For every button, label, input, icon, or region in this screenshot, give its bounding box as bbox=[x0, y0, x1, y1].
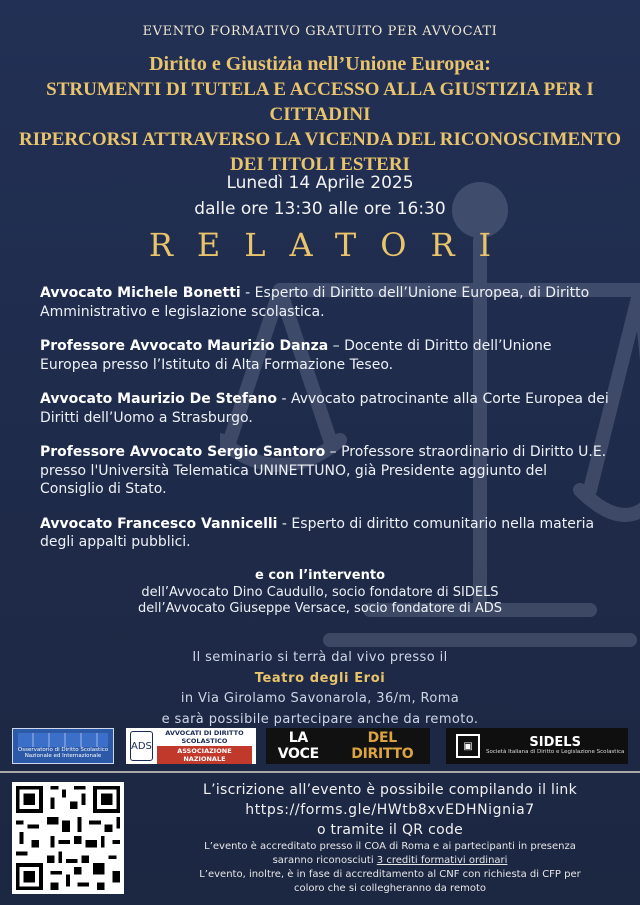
title-line-1: Diritto e Giustizia nell’Unione Europea: bbox=[149, 53, 491, 75]
speaker-item bbox=[40, 337, 612, 374]
sidels-logo bbox=[446, 728, 628, 764]
speaker-item bbox=[40, 390, 612, 427]
la-voce-del-diritto-logo bbox=[266, 728, 430, 764]
title-line-3: RIPERCORSI ATTRAVERSO LA VICENDA DEL RICONOSCIMENTO bbox=[19, 129, 621, 150]
ads-logo-title: AVVOCATI DI DIRITTO SCOLASTICO bbox=[165, 728, 244, 745]
speaker-role: - Esperto di Diritto dell’Unione Europea, di Diritto Amministrativo e legislazione scolastica. bbox=[40, 285, 590, 320]
speakers-heading: RELATORI bbox=[148, 226, 516, 264]
event-time: dalle ore 13:30 alle ore 16:30 bbox=[194, 199, 446, 219]
credits-prefix: saranno riconosciuti bbox=[272, 855, 377, 866]
osservatorio-logo bbox=[12, 728, 114, 764]
speaker-name: Professore Avvocato Maurizio Danza bbox=[40, 338, 329, 354]
partner-logos bbox=[12, 728, 628, 764]
event-date-time bbox=[0, 170, 640, 222]
venue-remote-note: e sarà possibile partecipare anche da remoto. bbox=[161, 711, 479, 727]
title-line-2: STRUMENTI DI TUTELA E ACCESSO ALLA GIUSTIZIA PER I CITTADINI bbox=[46, 79, 594, 125]
sidels-name: SIDELS bbox=[529, 735, 581, 750]
venue-name: Teatro degli Eroi bbox=[254, 670, 386, 686]
osservatorio-logo-text: Osservatorio di Diritto Scolastico Nazionale ed Internazionale bbox=[17, 747, 109, 759]
voce-logo-main: LA VOCE bbox=[277, 730, 319, 762]
intervention-heading: e con l’intervento bbox=[255, 568, 385, 583]
sidels-mark-icon: ▣ bbox=[456, 734, 480, 758]
venue-info bbox=[0, 648, 640, 730]
speaker-name: Professore Avvocato Sergio Santoro bbox=[40, 444, 326, 460]
speakers-list bbox=[40, 284, 612, 568]
intervention-line: dell’Avvocato Giuseppe Versace, socio fondatore di ADS bbox=[137, 601, 503, 616]
sidels-desc: Società Italiana di Diritto e Legislazione Scolastica bbox=[486, 749, 625, 755]
credits-line bbox=[150, 854, 630, 868]
qr-line: o tramite il QR code bbox=[316, 822, 464, 838]
cnf-accreditation-line: L’evento, inoltre, è in fase di accreditamento al CNF con richiesta di CFP per bbox=[199, 869, 581, 880]
speaker-item bbox=[40, 443, 612, 499]
speaker-role: – Docente di Diritto dell’Unione Europea presso l’Istituto di Alta Formazione Teseo. bbox=[40, 338, 552, 373]
cnf-remote-line: coloro che si collegheranno da remoto bbox=[293, 883, 486, 894]
speaker-name: Avvocato Francesco Vannicelli bbox=[40, 515, 278, 532]
speaker-item bbox=[40, 515, 612, 552]
guest-intervention bbox=[0, 568, 640, 618]
speaker-role: - Esperto di diritto comunitario nella materia degli appalti pubblici. bbox=[40, 515, 595, 550]
sidels-logo-text bbox=[486, 736, 624, 756]
event-date: Lunedì 14 Aprile 2025 bbox=[226, 173, 414, 193]
ads-emblem-icon: ADS bbox=[130, 731, 153, 761]
intervention-line: dell’Avvocato Dino Caudullo, socio fondatore di SIDELS bbox=[141, 584, 499, 600]
event-title bbox=[10, 52, 630, 177]
credits-count: 3 crediti formativi ordinari bbox=[376, 855, 508, 866]
speaker-item bbox=[40, 284, 612, 321]
ads-logo bbox=[126, 728, 256, 764]
section-divider bbox=[0, 771, 640, 773]
qr-code-icon bbox=[12, 782, 124, 894]
voce-logo-accent: DEL DIRITTO bbox=[351, 730, 414, 762]
speaker-name: Avvocato Michele Bonetti bbox=[40, 285, 241, 301]
coa-accreditation-line: L’evento è accreditato presso il COA di Roma e ai partecipanti in presenza bbox=[204, 841, 576, 852]
ads-logo-text bbox=[157, 729, 252, 764]
event-kicker: EVENTO FORMATIVO GRATUITO PER AVVOCATI bbox=[142, 24, 498, 39]
speaker-role: - Avvocato patrocinante alla Corte Europea dei Diritti dell’Uomo a Strasburgo. bbox=[40, 391, 609, 426]
qr-code[interactable] bbox=[12, 782, 124, 894]
registration-link[interactable]: https://forms.gle/HWtb8xvEDHNignia7 bbox=[245, 802, 535, 818]
speaker-role: – Professore straordinario di Diritto U.E. presso l'Università Telematica UNINETTUNO, già Presidente aggiunto del Consiglio di Stato. bbox=[40, 444, 607, 497]
flags-banner-icon bbox=[18, 733, 108, 747]
ads-logo-subtitle: ASSOCIAZIONE NAZIONALE bbox=[157, 746, 252, 764]
registration-line: L’iscrizione all’evento è possibile compilando il link bbox=[202, 782, 578, 798]
title-line-4: DEI TITOLI ESTERI bbox=[230, 154, 410, 175]
speaker-name: Avvocato Maurizio De Stefano bbox=[40, 391, 278, 407]
registration-info bbox=[150, 780, 630, 896]
venue-intro: Il seminario si terrà dal vivo presso il bbox=[192, 650, 448, 665]
venue-address: in Via Girolamo Savonarola, 36/m, Roma bbox=[180, 691, 460, 706]
